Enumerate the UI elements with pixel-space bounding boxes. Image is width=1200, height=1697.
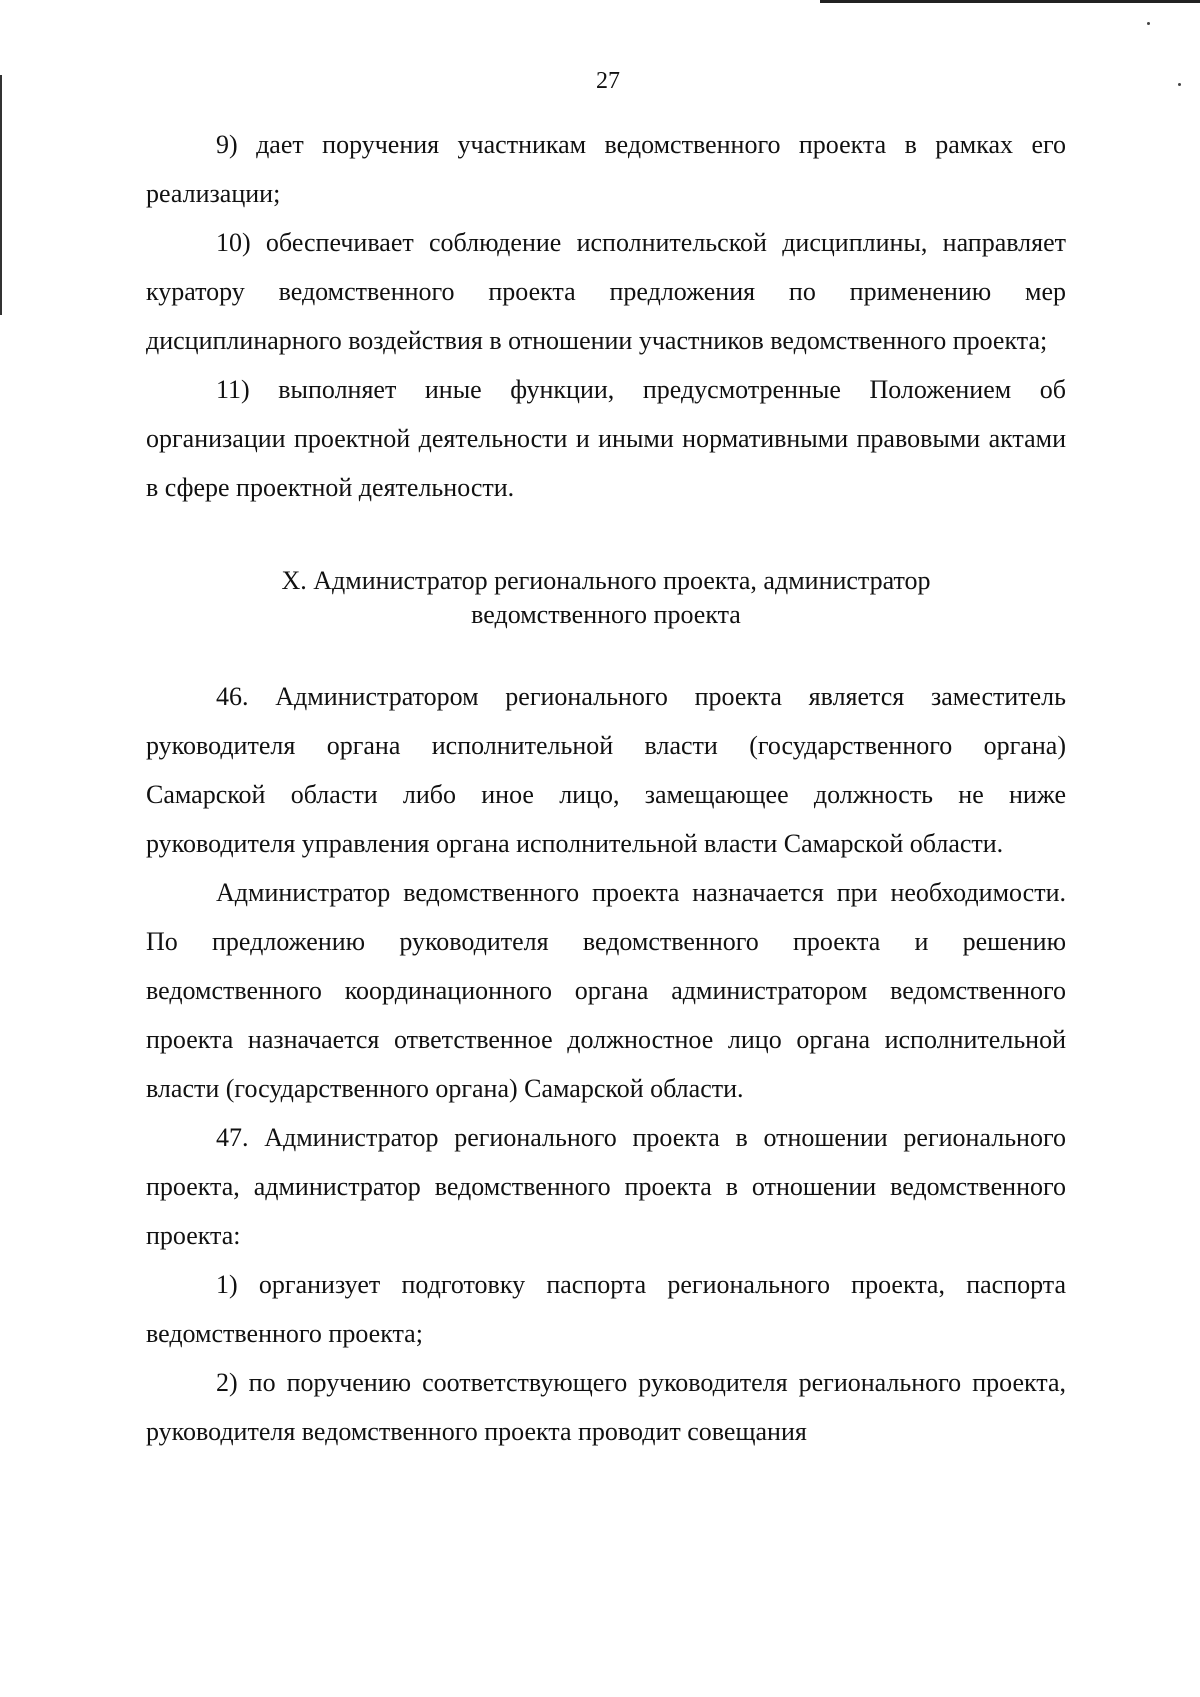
document-body — [146, 120, 1066, 1456]
paragraph-item-10: 10) обеспечивает соблюдение исполнительской дисциплины, направляет куратору ведомственного проекта предложения по применению мер дисциплинарного воздействия в отношении участников ведомственного проекта; — [146, 228, 1066, 355]
page-number: 27 — [596, 68, 620, 94]
scan-margin-mark — [0, 75, 2, 315]
section-heading-line: ведомственного проекта — [471, 600, 741, 629]
paragraph-item-1: 1) организует подготовку паспорта регионального проекта, паспорта ведомственного проекта; — [146, 1270, 1066, 1348]
scan-edge-line — [820, 0, 1200, 3]
paragraph-47: 47. Администратор регионального проекта в отношении регионального проекта, администратор ведомственного проекта в отношении ведомственного проекта: — [146, 1123, 1066, 1250]
section-heading-line: X. Администратор регионального проекта, администратор — [281, 566, 931, 595]
section-heading — [146, 564, 1066, 632]
scan-speck — [1147, 22, 1150, 25]
paragraph-item-11: 11) выполняет иные функции, предусмотренные Положением об организации проектной деятельности и иными нормативными правовыми актами в сфере проектной деятельности. — [146, 375, 1066, 502]
paragraph-item-9: 9) дает поручения участникам ведомственного проекта в рамках его реализации; — [146, 130, 1066, 208]
paragraph-item-2: 2) по поручению соответствующего руководителя регионального проекта, руководителя ведомственного проекта проводит совещания — [146, 1368, 1066, 1446]
paragraph-46: 46. Администратором регионального проекта является заместитель руководителя органа исполнительной власти (государственного органа) Самарской области либо иное лицо, замещающее должность не ниже руководителя управления органа исполнительной власти Самарской области. — [146, 682, 1066, 858]
paragraph-administrator: Администратор ведомственного проекта назначается при необходимости. По предложению руководителя ведомственного проекта и решению ведомственного координационного органа администратором ведомственного проекта назначается ответственное должностное лицо органа исполнительной власти (государственного органа) Самарской области. — [146, 878, 1066, 1103]
